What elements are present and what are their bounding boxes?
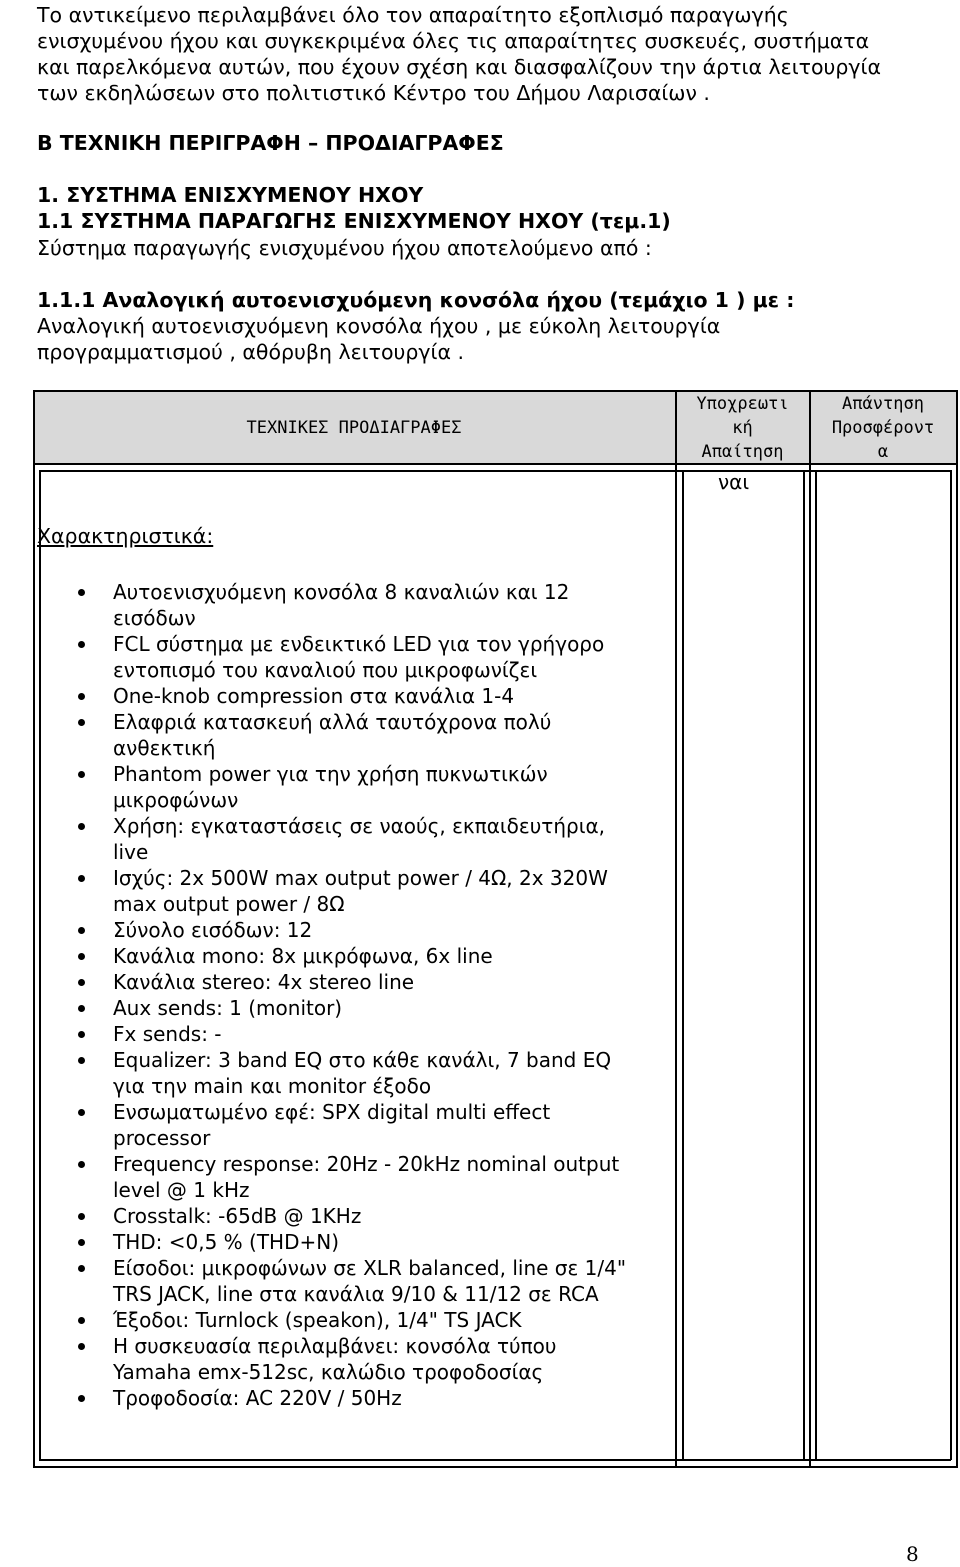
feature-item xyxy=(78,1229,678,1255)
feature-item xyxy=(78,1385,678,1411)
item-description-line: προγραμματισμού , αθόρυβη λειτουργία . xyxy=(37,340,465,364)
feature-line: για την main και monitor έξοδο xyxy=(113,1074,432,1098)
table-inner-left xyxy=(39,470,41,1460)
table-border-top xyxy=(33,390,957,392)
feature-line: Σύνολο εισόδων: 12 xyxy=(113,918,313,942)
table-divider-2 xyxy=(809,390,811,1468)
item-description-line: Αναλογική αυτοενισχυόμενη κονσόλα ήχου , με εύκολη λειτουργία xyxy=(37,314,721,338)
feature-line: processor xyxy=(113,1126,211,1150)
feature-line: Frequency response: 20Hz - 20kHz nominal output xyxy=(113,1152,620,1176)
feature-line: Ισχύς: 2x 500W max output power / 4Ω, 2x 320W xyxy=(113,866,608,890)
feature-item xyxy=(78,709,678,761)
feature-item xyxy=(78,631,678,683)
feature-line: Ενσωματωμένο εφέ: SPX digital multi effect xyxy=(113,1100,551,1124)
feature-line: max output power / 8Ω xyxy=(113,892,345,916)
table-inner-top xyxy=(39,470,951,472)
feature-item xyxy=(78,1203,678,1229)
feature-line: εντοπισμό του καναλιού που μικροφωνίζει xyxy=(113,658,538,682)
feature-line: Τροφοδοσία: AC 220V / 50Hz xyxy=(113,1386,402,1410)
header-answer-line: Προσφέροντ xyxy=(831,417,935,438)
feature-line: Fx sends: - xyxy=(113,1022,222,1046)
feature-line: live xyxy=(113,840,149,864)
header-answer-cell xyxy=(810,391,956,464)
feature-item xyxy=(78,761,678,813)
feature-item xyxy=(78,969,678,995)
header-required-line: κή xyxy=(732,417,753,438)
feature-item xyxy=(78,917,678,943)
system-description: Σύστημα παραγωγής ενισχυμένου ήχου αποτελούμενο από : xyxy=(37,236,652,260)
page-number: 8 xyxy=(906,1542,919,1566)
header-required-line: Απαίτηση xyxy=(701,441,784,462)
feature-item xyxy=(78,995,678,1021)
required-value: ναι xyxy=(718,470,750,494)
intro-line: ενισχυμένου ήχου και συγκεκριμένα όλες τις απαραίτητες συσκευές, συστήματα xyxy=(37,29,870,53)
header-required-cell xyxy=(676,391,809,464)
feature-line: Είσοδοι: μικροφώνων σε XLR balanced, line σε 1/4" xyxy=(113,1256,627,1280)
feature-line: Η συσκευασία περιλαμβάνει: κονσόλα τύπου xyxy=(113,1334,557,1358)
intro-line: Το αντικείμενο περιλαμβάνει όλο τον απαραίτητο εξοπλισμό παραγωγής xyxy=(37,3,789,27)
feature-line: One-knob compression στα κανάλια 1-4 xyxy=(113,684,515,708)
feature-line: εισόδων xyxy=(113,606,196,630)
feature-item xyxy=(78,579,678,631)
section-title: Β ΤΕΧΝΙΚΗ ΠΕΡΙΓΡΑΦΗ – ΠΡΟΔΙΑΓΡΑΦΕΣ xyxy=(37,131,504,155)
header-answer-line: Απάντηση xyxy=(842,393,924,414)
feature-item xyxy=(78,1333,678,1385)
feature-line: level @ 1 kHz xyxy=(113,1178,250,1202)
feature-line: ανθεκτική xyxy=(113,736,216,760)
intro-line: των εκδηλώσεων στο πολιτιστικό Κέντρο του Δήμου Λαρισαίων . xyxy=(37,81,710,105)
feature-line: Χρήση: εγκαταστάσεις σε ναούς, εκπαιδευτήρια, xyxy=(113,814,606,838)
features-title: Χαρακτηριστικά: xyxy=(37,524,214,548)
header-required-line: Υποχρεωτι xyxy=(696,393,789,414)
header-answer-line: α xyxy=(877,441,889,462)
table-inner-bottom xyxy=(39,1459,951,1461)
feature-list xyxy=(78,579,678,1411)
item-description xyxy=(37,313,937,365)
features-section xyxy=(37,524,213,548)
feature-line: THD: <0,5 % (THD+N) xyxy=(113,1230,340,1254)
heading-1-1: 1.1 ΣΥΣΤΗΜΑ ΠΑΡΑΓΩΓΗΣ ΕΝΙΣΧΥΜΕΝΟΥ ΗΧΟΥ (τεμ.1) xyxy=(37,209,671,233)
header-specs-label: ΤΕΧΝΙΚΕΣ ΠΡΟΔΙΑΓΡΑΦΕΣ xyxy=(246,417,462,438)
feature-item xyxy=(78,1099,678,1151)
table-inner-right xyxy=(950,470,952,1460)
feature-line: Αυτοενισχυόμενη κονσόλα 8 καναλιών και 12 xyxy=(113,580,570,604)
feature-item xyxy=(78,1021,678,1047)
feature-item xyxy=(78,1255,678,1307)
feature-line: Equalizer: 3 band EQ στο κάθε κανάλι, 7 band EQ xyxy=(113,1048,612,1072)
feature-item xyxy=(78,1307,678,1333)
table-header-bottom xyxy=(33,463,957,465)
feature-line: Κανάλια stereo: 4x stereo line xyxy=(113,970,415,994)
table-border-left xyxy=(33,390,35,1468)
feature-item xyxy=(78,1047,678,1099)
table-inner-divider-1 xyxy=(682,470,684,1460)
feature-item xyxy=(78,813,678,865)
feature-item xyxy=(78,943,678,969)
feature-line: μικροφώνων xyxy=(113,788,239,812)
feature-item xyxy=(78,1151,678,1203)
intro-paragraph xyxy=(37,2,937,106)
feature-line: Crosstalk: -65dB @ 1KHz xyxy=(113,1204,362,1228)
feature-line: Yamaha emx-512sc, καλώδιο τροφοδοσίας xyxy=(113,1360,544,1384)
feature-line: Aux sends: 1 (monitor) xyxy=(113,996,343,1020)
feature-line: Έξοδοι: Turnlock (speakon), 1/4" TS JACK xyxy=(113,1308,522,1332)
feature-line: Ελαφριά κατασκευή αλλά ταυτόχρονα πολύ xyxy=(113,710,552,734)
feature-line: Κανάλια mono: 8x μικρόφωνα, 6x line xyxy=(113,944,493,968)
table-inner-divider-1b xyxy=(803,470,805,1460)
table-border-bottom xyxy=(33,1466,957,1468)
table-border-right xyxy=(956,390,958,1468)
intro-line: και παρελκόμενα αυτών, που έχουν σχέση και διασφαλίζουν την άρτια λειτουργία xyxy=(37,55,881,79)
feature-line: FCL σύστημα με ενδεικτικό LED για τον γρήγορο xyxy=(113,632,605,656)
heading-1: 1. ΣΥΣΤΗΜΑ ΕΝΙΣΧΥΜΕΝΟΥ ΗΧΟΥ xyxy=(37,183,424,207)
feature-item xyxy=(78,683,678,709)
feature-item xyxy=(78,865,678,917)
feature-line: TRS JACK, line στα κανάλια 9/10 & 11/12 σε RCA xyxy=(113,1282,599,1306)
item-heading: 1.1.1 Αναλογική αυτοενισχυόμενη κονσόλα ήχου (τεμάχιο 1 ) με : xyxy=(37,288,795,312)
table-inner-divider-2 xyxy=(815,470,817,1460)
header-specs-cell xyxy=(33,391,675,464)
feature-line: Phantom power για την χρήση πυκνωτικών xyxy=(113,762,548,786)
